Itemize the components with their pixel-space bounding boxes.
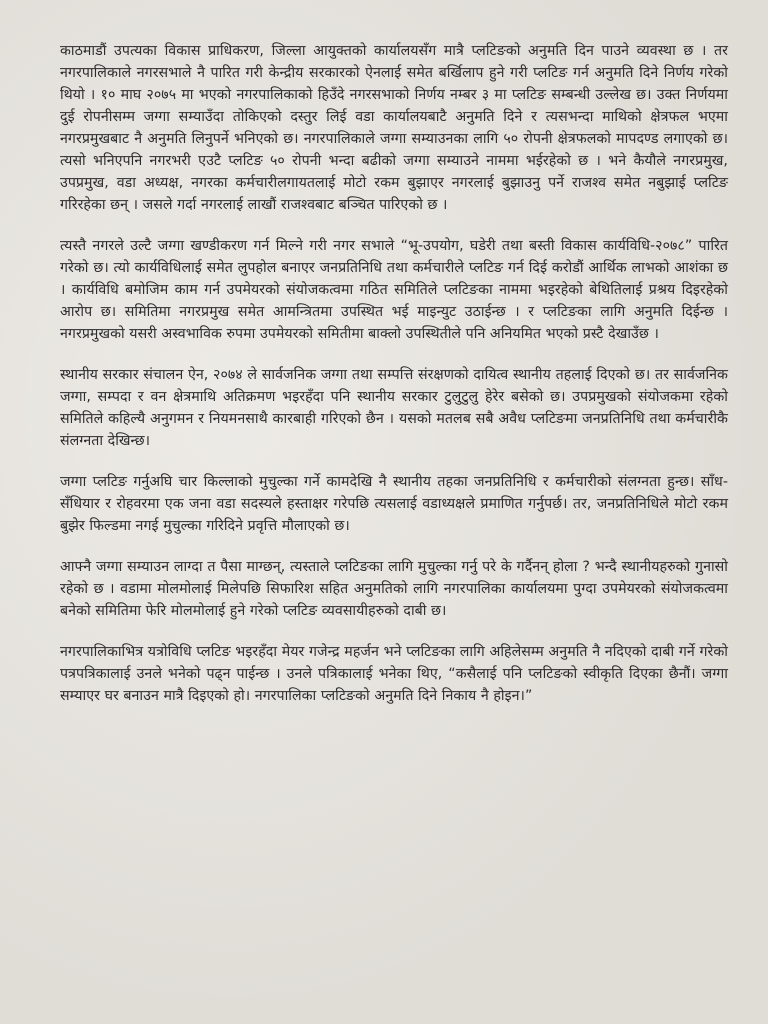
paragraph: जग्गा प्लटिङ गर्नुअघि चार किल्लाको मुचुल्का गर्ने कामदेखि नै स्थानीय तहका जनप्रतिनिधि र कर्मचारीको संलग्नता हुन्छ। साँध-सँधियार र रोहवरमा एक जना वडा सदस्यले हस्ताक्षर गरेपछि त्यसलाई वडाध्यक्षले प्रमाणित गर्नुपर्छ। तर, जनप्रतिनिधिले मोटो रकम बुझेर फिल्डमा नगई मुचुल्का गरिदिने प्रवृत्ति मौलाएको छ। <box>60 474 728 534</box>
paragraph: आफ्नै जग्गा सम्याउन लाग्दा त पैसा माग्छन्, त्यस्ताले प्लटिङका लागि मुचुल्का गर्नु परे के गर्दैनन् होला ? भन्दै स्थानीयहरुको गुनासो रहेको छ । वडामा मोलमोलाई मिलेपछि सिफारिश सहित अनुमतिको लागि नगरपालिका कार्यालयमा पुग्दा उपमेयरको संयोजकत्वमा बनेको समितिमा फेरि मोलमोलाई हुने गरेको प्लटिङ व्यवसायीहरुको दाबी छ। <box>60 559 728 619</box>
document-body <box>60 40 728 726</box>
paragraph: काठमाडौं उपत्यका विकास प्राधिकरण, जिल्ला आयुक्तको कार्यालयसँग मात्रै प्लटिङको अनुमति दिन पाउने व्यवस्था छ । तर नगरपालिकाले नगरसभाले नै पारित गरी केन्द्रीय सरकारको ऐनलाई समेत बर्खिलाप हुने गरी प्लटिङ गर्न अनुमति दिने निर्णय गरेको थियो । १० माघ २०७५ मा भएको नगरपालिकाको हिउँदे नगरसभाको निर्णय नम्बर ३ मा प्लटिङ सम्बन्धी उल्लेख छ। उक्त निर्णयमा दुई रोपनीसम्म जग्गा सम्याउँदा तोकिएको दस्तुर लिई वडा कार्यालयबाटै अनुमति दिने र त्यसभन्दा माथिको क्षेत्रफल भएमा नगरप्रमुखबाट नै अनुमति लिनुपर्ने भनिएको छ। नगरपालिकाले जग्गा सम्याउनका लागि ५० रोपनी क्षेत्रफलको मापदण्ड लगाएको छ। त्यसो भनिएपनि नगरभरी एउटै प्लटिङ ५० रोपनी भन्दा बढीको जग्गा सम्याउने नाममा भईरहेको छ । भने कैयौले नगरप्रमुख, उपप्रमुख, वडा अध्यक्ष, नगरका कर्मचारीलगायतलाई मोटो रकम बुझाएर नगरलाई बुझाउनु पर्ने राजश्व समेत नबुझाई प्लटिङ गरिरहेका छन् । जसले गर्दा नगरलाई लाखौं राजश्वबाट बञ्चित पारिएको छ । <box>60 43 728 213</box>
paragraph: नगरपालिकाभित्र यत्रोविधि प्लटिङ भइरहँदा मेयर गजेन्द्र महर्जन भने प्लटिङका लागि अहिलेसम्म अनुमति नै नदिएको दाबी गर्ने गरेको पत्रपत्रिकालाई उनले भनेको पढ्न पाईन्छ । उनले पत्रिकालाई भनेका थिए, “कसैलाई पनि प्लटिङको स्वीकृति दिएका छैनौं। जग्गा सम्याएर घर बनाउन मात्रै दिइएको हो। नगरपालिका प्लटिङको अनुमति दिने निकाय नै होइन।” <box>60 644 728 704</box>
paragraph: त्यस्तै नगरले उल्टै जग्गा खण्डीकरण गर्न मिल्ने गरी नगर सभाले “भू-उपयोग, घडेरी तथा बस्ती विकास कार्यविधि-२०७८” पारित गरेको छ। त्यो कार्यविधिलाई समेत लुपहोल बनाएर जनप्रतिनिधि तथा कर्मचारीले प्लटिङ गर्न दिई करोडौं आर्थिक लाभको आशंका छ । कार्यविधि बमोजिम काम गर्न उपमेयरको संयोजकत्वमा गठित समितिले प्लटिङका नाममा भइरहेको बेथितिलाई प्रश्रय दिइरहेको आरोप छ। समितिमा नगरप्रमुख समेत आमन्त्रितमा उपस्थित भई माइन्युट उठाईन्छ । र प्लटिङका लागि अनुमति दिईन्छ । नगरप्रमुखको यसरी अस्वभाविक रुपमा उपमेयरको समितीमा बाक्लो उपस्थितीले पनि अनियमित भएको प्रस्टै देखाउँछ । <box>60 238 728 342</box>
paragraph: स्थानीय सरकार संचालन ऐन, २०७४ ले सार्वजनिक जग्गा तथा सम्पत्ति संरक्षणको दायित्व स्थानीय तहलाई दिएको छ। तर सार्वजनिक जग्गा, सम्पदा र वन क्षेत्रमाथि अतिक्रमण भइरहँदा पनि स्थानीय सरकार टुलुटुलु हेरेर बसेको छ। उपप्रमुखको संयोजकमा रहेको समितिले कहिल्यै अनुगमन र नियमनसाथै कारबाही गरिएको छैन । यसको मतलब सबै अवैध प्लटिङमा जनप्रतिनिधि तथा कर्मचारीकै संलग्नता देखिन्छ। <box>60 367 728 449</box>
